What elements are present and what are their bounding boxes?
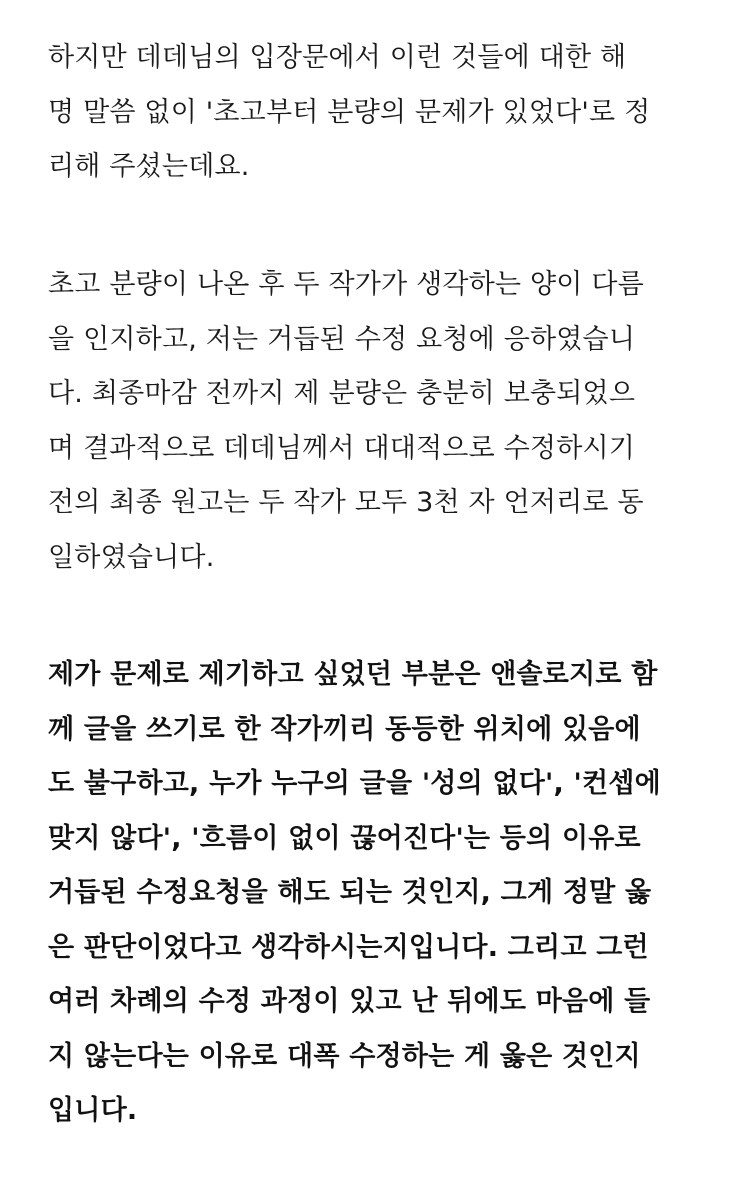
text-line: 여러 차례의 수정 과정이 있고 난 뒤에도 마음에 들 [48, 986, 651, 1017]
text-line: 명 말씀 없이 '초고부터 분량의 문제가 있었다'로 정 [48, 96, 651, 128]
text-line: 일하였습니다. [48, 541, 215, 573]
text-line: 초고 분량이 나온 후 두 작가가 생각하는 양이 다름 [48, 269, 644, 300]
paragraph-1 [48, 31, 708, 195]
text-line: 제가 문제로 제기하고 싶었던 부분은 앤솔로지로 함 [48, 659, 658, 690]
text-line: 거듭된 수정요청을 해도 되는 것인지, 그게 정말 옳 [48, 877, 652, 908]
paragraph-2 [48, 258, 708, 585]
text-line: 전의 최종 원고는 두 작가 모두 3천 자 언저리로 동 [48, 487, 644, 518]
text-line: 을 인지하고, 저는 거듭된 수정 요청에 응하였습니 [48, 323, 636, 355]
text-line: 다. 최종마감 전까지 제 분량은 충분히 보충되었으 [48, 378, 636, 409]
text-line: 리해 주셨는데요. [48, 151, 250, 182]
text-line: 은 판단이었다고 생각하시는지입니다. 그리고 그런 [48, 931, 649, 963]
text-line: 께 글을 쓰기로 한 작가끼리 동등한 위치에 있음에 [48, 713, 641, 745]
text-line: 도 불구하고, 누가 누구의 글을 '성의 없다', '컨셉에 [48, 768, 661, 799]
text-line: 입니다. [48, 1095, 138, 1126]
text-line: 맞지 않다', '흐름이 없이 끊어진다'는 등의 이유로 [48, 822, 641, 854]
text-line: 며 결과적으로 데데님께서 대대적으로 수정하시기 [48, 432, 636, 464]
paragraph-3-emphasis [48, 648, 708, 1139]
text-line: 지 않는다는 이유로 대폭 수정하는 게 옳은 것인지 [48, 1040, 641, 1072]
text-line: 하지만 데데님의 입장문에서 이런 것들에 대한 해 [48, 42, 627, 73]
